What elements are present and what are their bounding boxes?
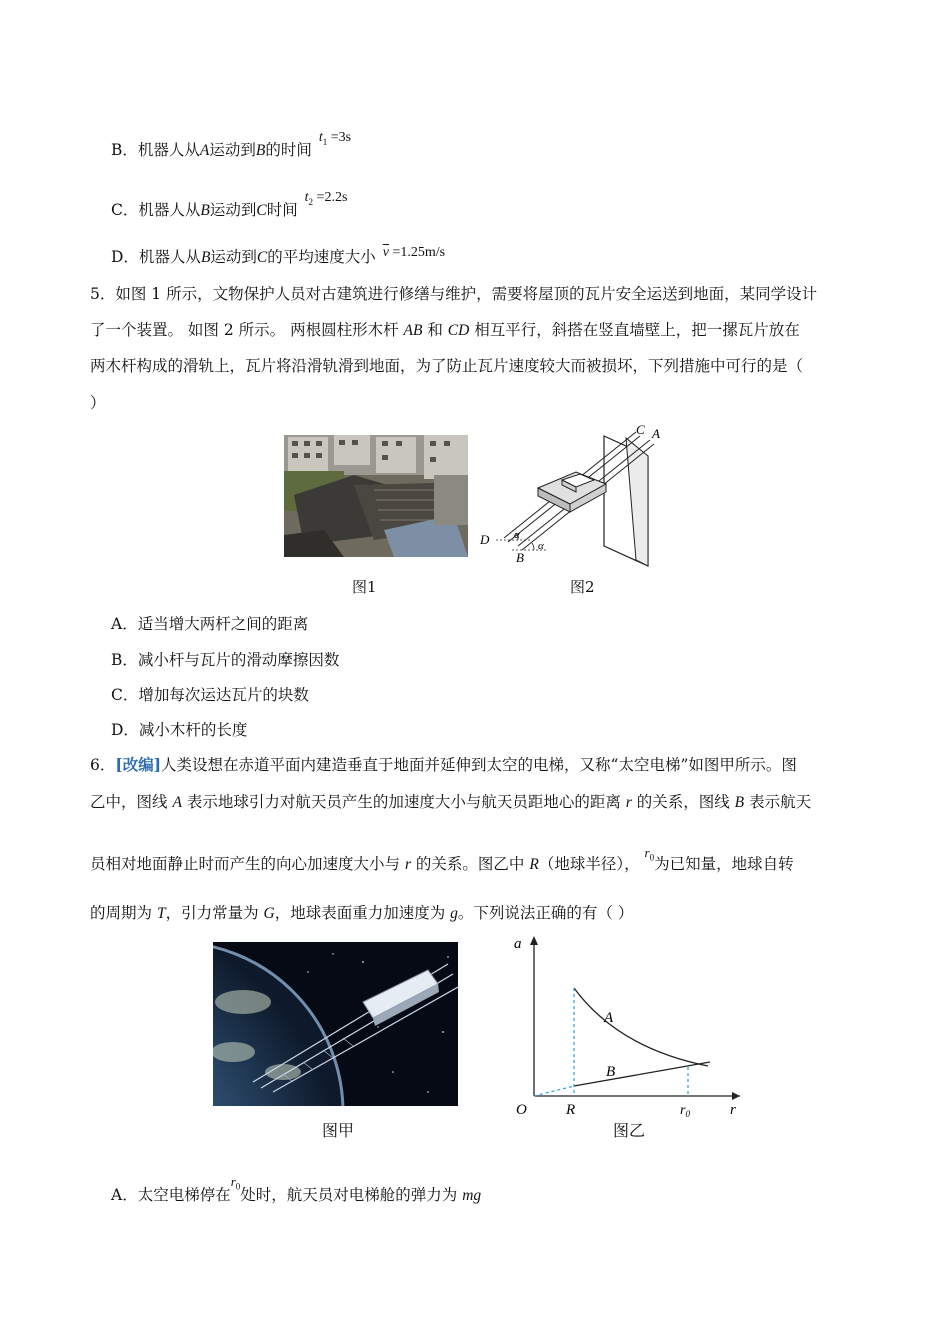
figure-2-diagram: [476, 420, 676, 568]
option-text: C．机器人从: [111, 201, 201, 219]
var-r: r: [625, 794, 632, 811]
label-a: A: [652, 426, 660, 441]
r0-symbol: [644, 845, 655, 863]
subscript: 0: [235, 1181, 241, 1192]
acceleration-graph: [508, 930, 744, 1120]
figure-jia-image: [213, 942, 458, 1106]
var-T: T: [156, 905, 166, 922]
var-g: g: [450, 905, 458, 922]
question-number: 6．: [90, 756, 116, 774]
q6-stem-line2: [90, 792, 811, 813]
q4-option-b: [111, 130, 352, 166]
rails-diagram: [476, 420, 676, 568]
var-r: r: [230, 1174, 236, 1189]
q6-stem-line3: [90, 845, 794, 880]
subscript: 2: [308, 196, 314, 207]
rod-label-cd: CD: [447, 322, 470, 339]
point-label: B: [200, 202, 210, 219]
stem-text: 表示地球引力对航天员产生的加速度大小与航天员距地心的距离: [181, 793, 626, 811]
origin-label: O: [516, 1102, 527, 1118]
figure-1-photo: [284, 435, 468, 557]
option-text: 的平均速度大小: [267, 248, 376, 266]
q4-option-c: [111, 190, 348, 226]
tick-r0-label: $r_0$: [680, 1103, 690, 1119]
point-label: C: [256, 249, 268, 266]
var-R: R: [529, 856, 539, 873]
q5-option-d: D．减小木杆的长度: [111, 721, 248, 739]
stem-text: 相互平行，斜搭在竖直墙壁上，把一摞瓦片放在: [469, 321, 800, 339]
option-text: 的时间: [265, 141, 312, 159]
point-label: C: [256, 202, 267, 219]
tick-r-label: R: [566, 1102, 576, 1118]
velocity-formula: [383, 245, 445, 260]
formula-value: =1.25m/s: [392, 245, 446, 260]
var-t: t: [304, 190, 309, 205]
option-text: 运动到: [209, 141, 256, 159]
label-d: D: [480, 532, 490, 547]
space-elevator-picture: [213, 942, 458, 1106]
stem-text: 的周期为: [90, 904, 157, 922]
stem-text: 的关系。图乙中: [410, 855, 530, 873]
label-c: C: [636, 422, 645, 437]
stem-text: ，地球表面重力加速度为: [274, 904, 451, 922]
point-label: A: [199, 142, 210, 159]
option-text: B．机器人从: [111, 141, 200, 159]
y-axis-label: a: [514, 936, 522, 952]
stem-text: 人类设想在赤道平面内建造垂直于地面并延伸到太空的电梯，又称“太空电梯”如图甲所示。图: [161, 756, 797, 774]
label-alpha-1: α: [514, 529, 520, 541]
q4-option-d: [111, 245, 446, 269]
stem-text: 了一个装置。 如图 2 所示。 两根圆柱形木杆: [90, 321, 404, 339]
curve-a: [574, 988, 708, 1066]
r0-symbol: [230, 1174, 241, 1192]
q5-option-a: A．适当增大两杆之间的距离: [111, 615, 309, 633]
figure-2-caption: 图2: [570, 578, 595, 596]
figure-1-caption: 图1: [352, 578, 377, 596]
stem-text: 。下列说法正确的有（ ）: [457, 904, 634, 922]
curve-b-dashed: [534, 1086, 574, 1096]
formula-value: =2.2s: [316, 190, 348, 205]
figure-yi-graph: [508, 930, 744, 1120]
q6-option-a: [111, 1174, 482, 1211]
curve-b-label: B: [606, 1064, 616, 1080]
q5-stem-line2: [90, 320, 800, 341]
curve-label: B: [734, 794, 745, 811]
curve-a-label: A: [604, 1010, 614, 1026]
q5-stem-line3: 两木杆构成的滑轨上，瓦片将沿滑轨滑到地面，为了防止瓦片速度较大而被损坏，下列措施中可行的是（: [90, 357, 804, 375]
option-text: 时间: [266, 201, 298, 219]
var-r: r: [644, 845, 650, 860]
subscript: 1: [322, 136, 328, 147]
q5-stem-line4: ）: [90, 394, 106, 412]
q6-stem-line1: [90, 755, 797, 775]
q5-stem-line1: 5．如图 1 所示，文物保护人员对古建筑进行修缮与维护，需要将屋顶的瓦片安全运送到地面，某同学设计: [90, 285, 818, 303]
subscript: 0: [649, 852, 655, 863]
var-mg: mg: [462, 1187, 482, 1204]
q5-option-c: C．增加每次运达瓦片的块数: [111, 686, 309, 704]
adapted-tag: [改编]: [115, 755, 162, 774]
var-r: r: [404, 856, 411, 873]
formula-value: =3s: [330, 130, 352, 145]
rod-label-ab: AB: [403, 322, 423, 339]
option-text: A．太空电梯停在: [111, 1186, 231, 1204]
option-text: D．机器人从: [111, 248, 201, 266]
stem-text: 表示航天: [744, 793, 812, 811]
stem-text: 乙中，图线: [90, 793, 173, 811]
x-axis-label: r: [730, 1102, 736, 1118]
time-formula: [319, 130, 351, 145]
option-text: 处时，航天员对电梯舱的弹力为: [240, 1186, 463, 1204]
q6-stem-line4: [90, 903, 633, 924]
point-label: B: [255, 142, 266, 159]
option-text: 运动到: [210, 248, 257, 266]
label-alpha-2: α: [538, 540, 544, 552]
option-text: 运动到: [209, 201, 257, 219]
stem-text: 员相对地面静止时而产生的向心加速度大小与: [90, 855, 405, 873]
stem-text: 的关系，图线: [631, 793, 735, 811]
figure-jia-caption: 图甲: [322, 1121, 355, 1140]
rooftop-photo: [284, 435, 468, 557]
stem-text: 和: [422, 321, 448, 339]
time-formula: [305, 190, 348, 205]
curve-b: [574, 1062, 710, 1086]
stem-text: ，引力常量为: [165, 904, 264, 922]
figure-yi-caption: 图乙: [613, 1121, 646, 1140]
stem-text: （地球半径），: [538, 855, 640, 873]
stem-text: 为已知量，地球自转: [654, 855, 794, 873]
point-label: B: [200, 249, 211, 266]
q5-option-b: B．减小杆与瓦片的滑动摩擦因数: [111, 651, 340, 669]
var-G: G: [263, 905, 275, 922]
curve-label: A: [172, 794, 182, 811]
label-b: B: [516, 550, 524, 565]
var-v-bar: $\overline{v}$: [382, 245, 389, 260]
var-t: t: [318, 130, 323, 145]
